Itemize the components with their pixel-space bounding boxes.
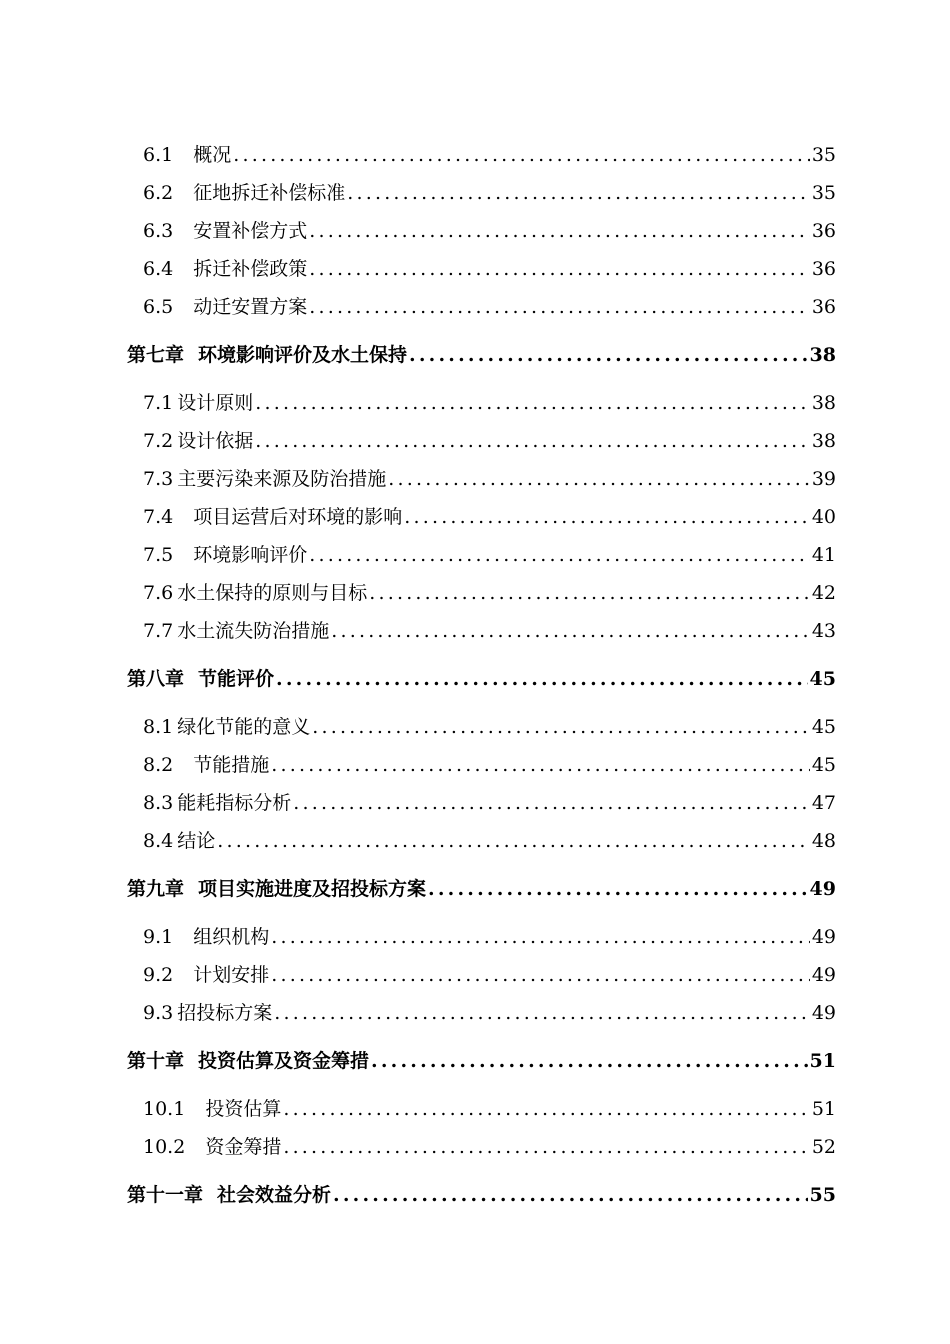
toc-section-entry[interactable] xyxy=(143,502,836,529)
toc-page-number: 52 xyxy=(811,1136,836,1158)
toc-section-entry[interactable] xyxy=(143,750,836,777)
toc-section-entry[interactable] xyxy=(143,960,836,987)
toc-page-number: 36 xyxy=(811,296,836,318)
toc-entry-title: 征地拆迁补偿标准 xyxy=(193,182,346,204)
toc-page-number: 38 xyxy=(811,392,836,414)
toc-section-entry[interactable] xyxy=(143,292,836,319)
toc-page-number: 45 xyxy=(811,754,836,776)
toc-entry-number: 7.6 xyxy=(143,582,174,604)
toc-page-number: 47 xyxy=(811,792,836,814)
toc-entry-title: 投资估算及资金筹措 xyxy=(198,1050,370,1072)
toc-section-entry[interactable] xyxy=(143,616,836,643)
toc-section-entry[interactable] xyxy=(143,140,836,167)
toc-page-number: 35 xyxy=(811,144,836,166)
toc-chapter-entry[interactable] xyxy=(127,874,836,901)
toc-dot-leader xyxy=(276,668,808,690)
toc-dot-leader xyxy=(271,754,810,776)
toc-dot-leader xyxy=(409,344,808,366)
toc-page-number: 36 xyxy=(811,220,836,242)
toc-entry-title: 概况 xyxy=(193,144,232,166)
toc-entry-title: 水土流失防治措施 xyxy=(177,620,330,642)
toc-dot-leader xyxy=(274,1002,810,1024)
toc-dot-leader xyxy=(293,792,810,814)
toc-entry-number: 7.4 xyxy=(143,506,174,528)
toc-section-entry[interactable] xyxy=(143,998,836,1025)
toc-dot-leader xyxy=(309,258,810,280)
toc-dot-leader xyxy=(283,1136,809,1158)
toc-dot-leader xyxy=(217,830,810,852)
toc-entry-number: 8.4 xyxy=(143,830,174,852)
toc-section-entry[interactable] xyxy=(143,178,836,205)
toc-entry-number: 6.3 xyxy=(143,220,174,242)
toc-page-number: 55 xyxy=(809,1184,836,1206)
toc-chapter-entry[interactable] xyxy=(127,340,836,367)
toc-entry-title: 动迁安置方案 xyxy=(193,296,308,318)
toc-section-entry[interactable] xyxy=(143,788,836,815)
toc-page-number: 35 xyxy=(811,182,836,204)
toc-section-entry[interactable] xyxy=(143,922,836,949)
toc-dot-leader xyxy=(388,468,810,490)
toc-entry-title: 绿化节能的意义 xyxy=(177,716,311,738)
toc-entry-number: 6.5 xyxy=(143,296,174,318)
toc-entry-number: 6.1 xyxy=(143,144,174,166)
toc-section-entry[interactable] xyxy=(143,388,836,415)
toc-dot-leader xyxy=(333,1184,808,1206)
toc-section-entry[interactable] xyxy=(143,1132,836,1159)
toc-section-entry[interactable] xyxy=(143,540,836,567)
toc-dot-leader xyxy=(347,182,810,204)
toc-chapter-entry[interactable] xyxy=(127,1046,836,1073)
toc-entry-title: 项目运营后对环境的影响 xyxy=(193,506,403,528)
toc-page-number: 36 xyxy=(811,258,836,280)
toc-chapter-entry[interactable] xyxy=(127,1180,836,1207)
toc-entry-title: 能耗指标分析 xyxy=(177,792,292,814)
toc-page-number: 40 xyxy=(811,506,836,528)
toc-dot-leader xyxy=(309,544,810,566)
toc-section-entry[interactable] xyxy=(143,1094,836,1121)
toc-entry-title: 结论 xyxy=(177,830,216,852)
toc-entry-number: 10.2 xyxy=(143,1136,186,1158)
toc-dot-leader xyxy=(369,582,810,604)
toc-entry-title: 设计依据 xyxy=(177,430,254,452)
toc-section-entry[interactable] xyxy=(143,216,836,243)
toc-dot-leader xyxy=(371,1050,808,1072)
toc-dot-leader xyxy=(283,1098,809,1120)
toc-entry-title: 环境影响评价及水土保持 xyxy=(198,344,408,366)
toc-entry-number: 9.3 xyxy=(143,1002,174,1024)
toc-entry-title: 项目实施进度及招投标方案 xyxy=(198,878,427,900)
toc-entry-title: 节能措施 xyxy=(193,754,270,776)
toc-dot-leader xyxy=(309,296,810,318)
toc-section-entry[interactable] xyxy=(143,712,836,739)
toc-entry-number: 第十一章 xyxy=(127,1184,204,1206)
toc-entry-number: 8.3 xyxy=(143,792,174,814)
toc-dot-leader xyxy=(255,430,810,452)
toc-page-number: 45 xyxy=(809,668,836,690)
toc-section-entry[interactable] xyxy=(143,578,836,605)
toc-section-entry[interactable] xyxy=(143,426,836,453)
toc-page-number: 51 xyxy=(811,1098,836,1120)
toc-dot-leader xyxy=(271,926,810,948)
toc-entry-title: 拆迁补偿政策 xyxy=(193,258,308,280)
toc-entry-number: 6.2 xyxy=(143,182,174,204)
toc-dot-leader xyxy=(428,878,808,900)
toc-entry-number: 9.1 xyxy=(143,926,174,948)
toc-entry-title: 组织机构 xyxy=(193,926,270,948)
toc-dot-leader xyxy=(255,392,810,414)
toc-entry-title: 环境影响评价 xyxy=(193,544,308,566)
toc-entry-number: 第九章 xyxy=(127,878,185,900)
toc-dot-leader xyxy=(312,716,810,738)
toc-page-number: 38 xyxy=(811,430,836,452)
toc-page-number: 49 xyxy=(809,878,836,900)
toc-page-number: 49 xyxy=(811,926,836,948)
toc-dot-leader xyxy=(331,620,810,642)
toc-page-number: 41 xyxy=(811,544,836,566)
toc-entry-title: 资金筹措 xyxy=(205,1136,282,1158)
toc-entry-number: 8.1 xyxy=(143,716,174,738)
toc-chapter-entry[interactable] xyxy=(127,664,836,691)
toc-entry-number: 6.4 xyxy=(143,258,174,280)
toc-section-entry[interactable] xyxy=(143,464,836,491)
toc-page-number: 42 xyxy=(811,582,836,604)
toc-dot-leader xyxy=(404,506,810,528)
toc-page-number: 49 xyxy=(811,1002,836,1024)
toc-entry-title: 计划安排 xyxy=(193,964,270,986)
toc-page-number: 38 xyxy=(809,344,836,366)
toc-page-number: 43 xyxy=(811,620,836,642)
toc-entry-number: 7.5 xyxy=(143,544,174,566)
toc-entry-title: 主要污染来源及防治措施 xyxy=(177,468,387,490)
toc-entry-title: 投资估算 xyxy=(205,1098,282,1120)
toc-page-number: 39 xyxy=(811,468,836,490)
toc-entry-number: 7.7 xyxy=(143,620,174,642)
toc-entry-title: 社会效益分析 xyxy=(217,1184,332,1206)
toc-entry-number: 第十章 xyxy=(127,1050,185,1072)
toc-section-entry[interactable] xyxy=(143,254,836,281)
toc-entry-title: 水土保持的原则与目标 xyxy=(177,582,368,604)
toc-page-number: 49 xyxy=(811,964,836,986)
toc-entry-number: 7.1 xyxy=(143,392,174,414)
toc-page-number: 45 xyxy=(811,716,836,738)
toc-dot-leader xyxy=(233,144,810,166)
toc-entry-number: 9.2 xyxy=(143,964,174,986)
toc-dot-leader xyxy=(309,220,810,242)
toc-entry-title: 招投标方案 xyxy=(177,1002,273,1024)
toc-entry-title: 节能评价 xyxy=(198,668,275,690)
toc-section-entry[interactable] xyxy=(143,826,836,853)
toc-entry-number: 7.3 xyxy=(143,468,174,490)
toc-entry-title: 安置补偿方式 xyxy=(193,220,308,242)
toc-entry-number: 第八章 xyxy=(127,668,185,690)
toc-entry-title: 设计原则 xyxy=(177,392,254,414)
toc-dot-leader xyxy=(271,964,810,986)
toc-page-number: 48 xyxy=(811,830,836,852)
toc-page-number: 51 xyxy=(809,1050,836,1072)
toc-entry-number: 10.1 xyxy=(143,1098,186,1120)
toc-entry-number: 8.2 xyxy=(143,754,174,776)
toc-entry-number: 第七章 xyxy=(127,344,185,366)
toc-entry-number: 7.2 xyxy=(143,430,174,452)
